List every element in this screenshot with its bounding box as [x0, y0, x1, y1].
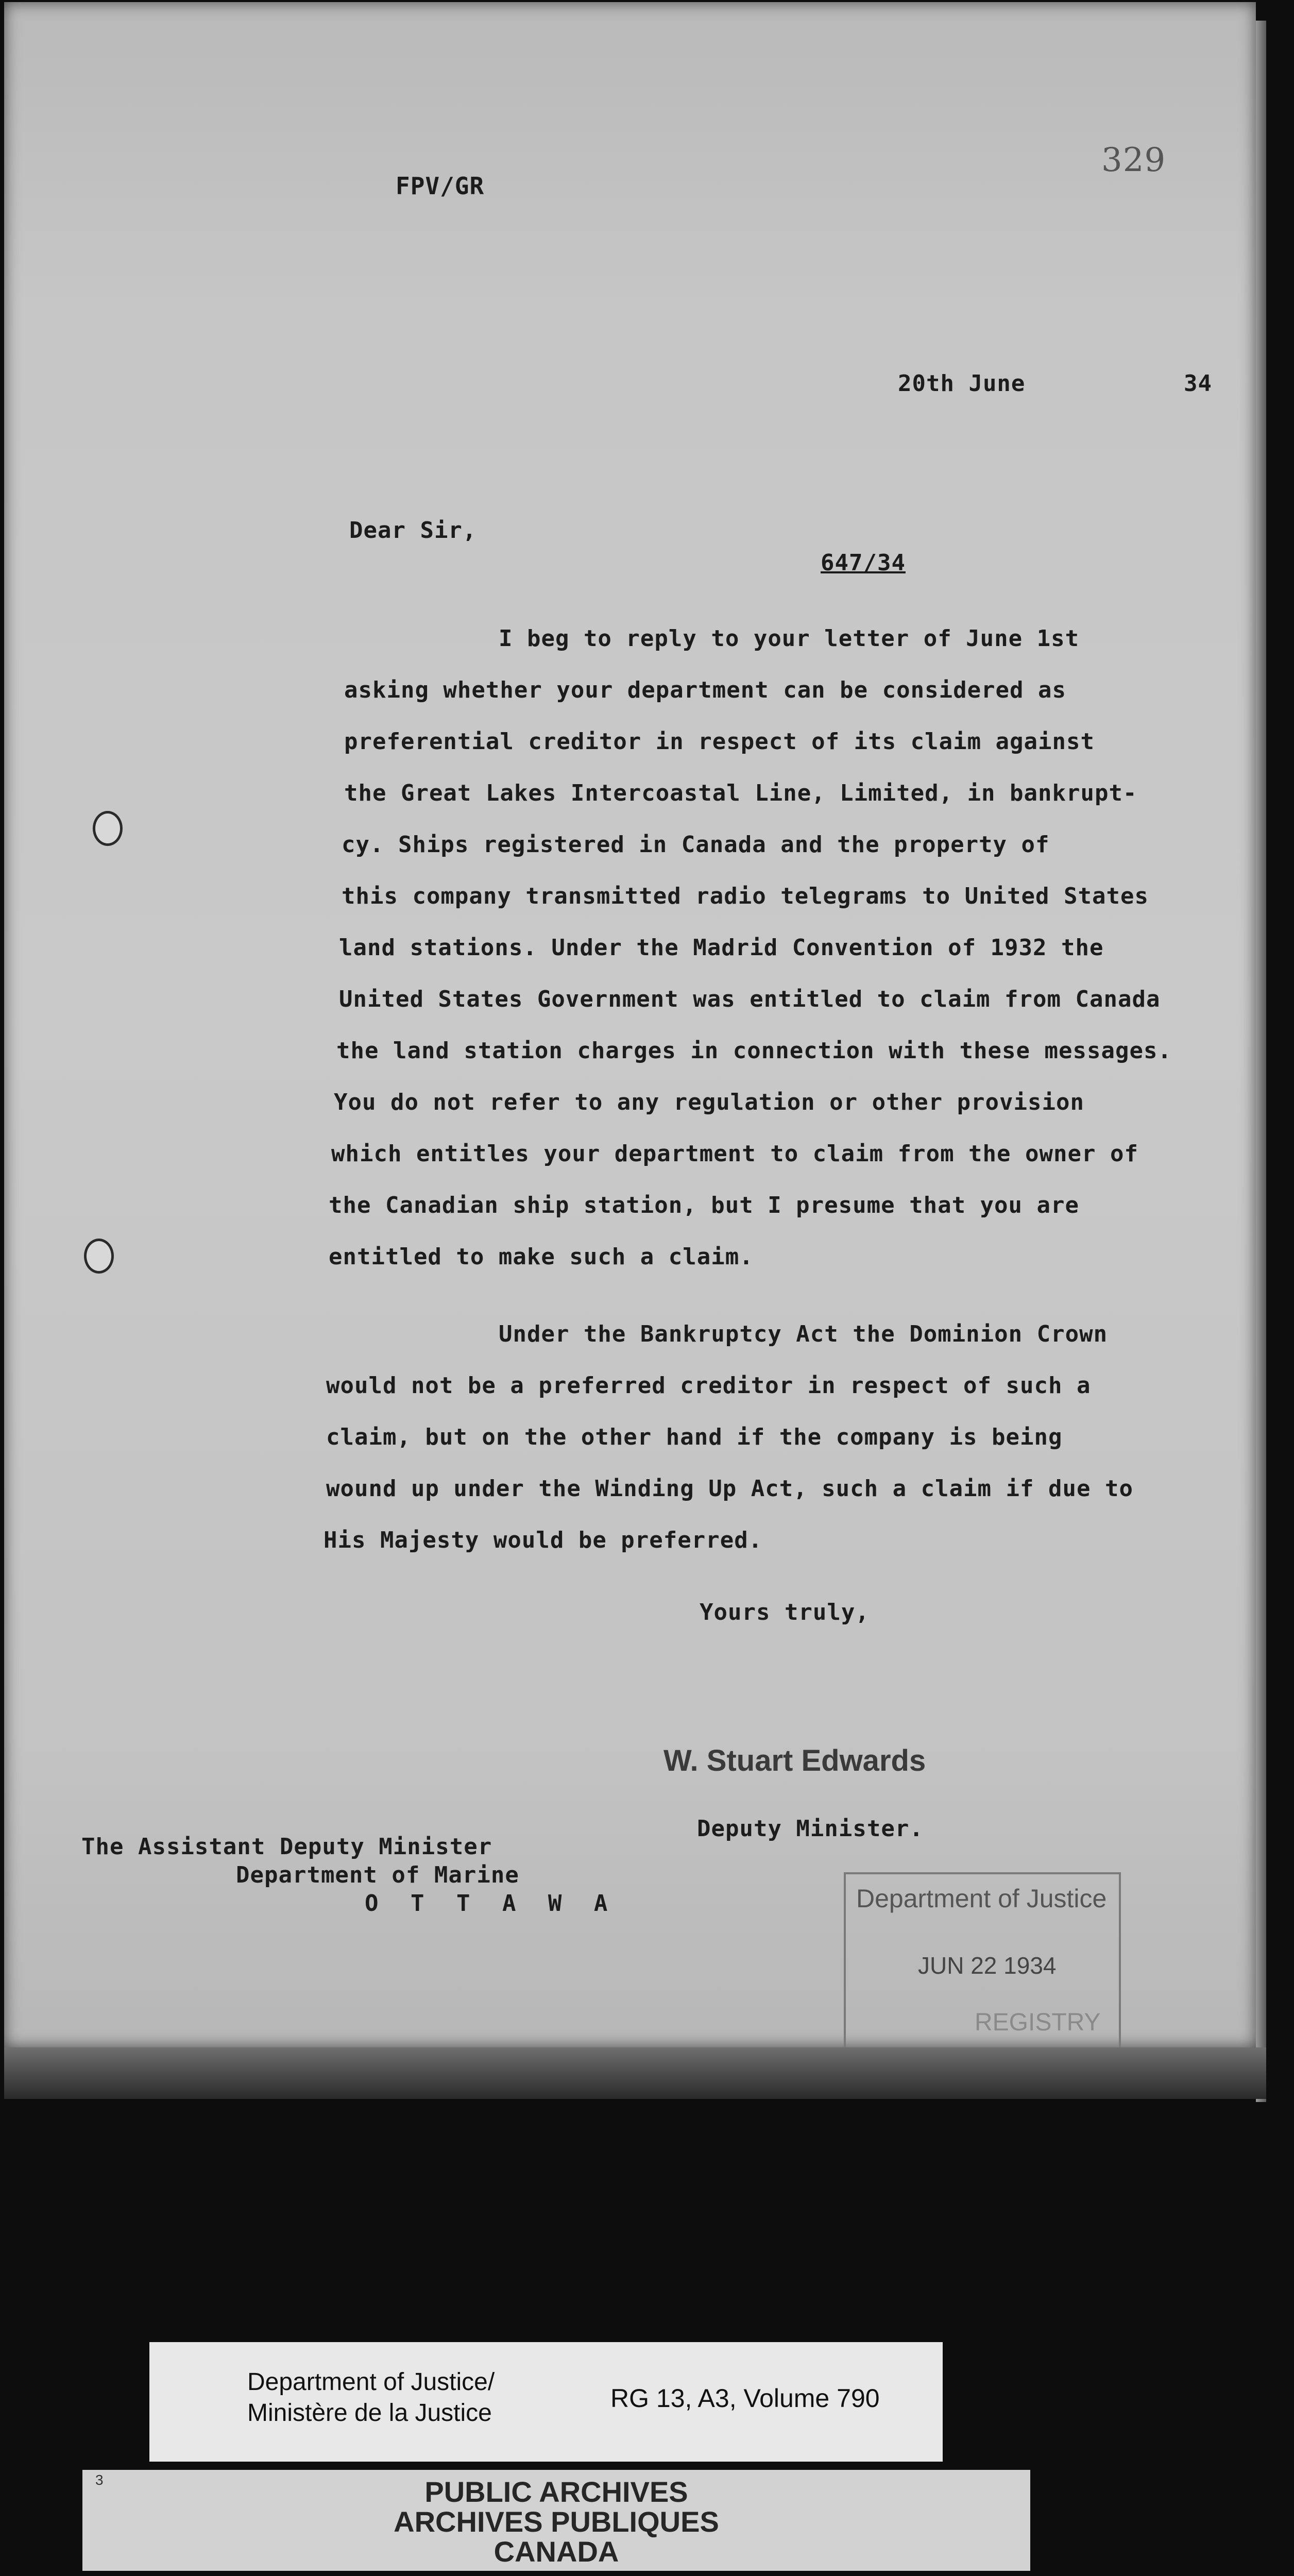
addressee-line: Department of Marine — [236, 1862, 519, 1888]
archive-record-group: RG 13, A3, Volume 790 — [610, 2384, 880, 2413]
punch-hole — [93, 811, 123, 846]
body-line: I beg to reply to your letter of June 1st — [499, 625, 1080, 652]
punch-hole — [84, 1239, 114, 1274]
archive-department-fr: Ministère de la Justice — [247, 2399, 492, 2427]
archive-department-en: Department of Justice/ — [247, 2368, 495, 2396]
addressee-line: O T T A W A — [365, 1890, 617, 1917]
body-line: entitled to make such a claim. — [329, 1244, 754, 1270]
body-line: this company transmitted radio telegrams to United States — [342, 883, 1149, 909]
body-line: claim, but on the other hand if the company is being — [326, 1424, 1063, 1450]
signature-title: Deputy Minister. — [697, 1816, 924, 1842]
body-line: wound up under the Winding Up Act, such a claim if due to — [326, 1476, 1133, 1502]
stamp-registry: REGISTRY — [975, 2009, 1101, 2036]
stamp-date: JUN 22 1934 — [918, 1952, 1057, 1979]
body-line: United States Government was entitled to claim from Canada — [339, 986, 1161, 1012]
body-line: the Great Lakes Intercoastal Line, Limited, in bankrupt- — [344, 780, 1137, 806]
public-archives-line: ARCHIVES PUBLIQUES — [394, 2505, 719, 2538]
letter-date: 20th June — [898, 370, 1026, 397]
label-corner-mark: 3 — [95, 2472, 104, 2488]
public-archives-line: PUBLIC ARCHIVES — [424, 2476, 688, 2508]
public-archives-label — [82, 2470, 1030, 2571]
archive-reference-label — [149, 2342, 943, 2462]
salutation: Dear Sir, — [349, 517, 477, 544]
body-line: the Canadian ship station, but I presume that you are — [329, 1192, 1079, 1218]
body-line: You do not refer to any regulation or other provision — [334, 1089, 1084, 1115]
body-line: His Majesty would be preferred. — [324, 1527, 763, 1553]
addressee-line: The Assistant Deputy Minister — [81, 1834, 492, 1860]
letter-page — [4, 2, 1256, 2047]
letter-date-year: 34 — [1184, 370, 1212, 397]
file-number: 647/34 — [821, 550, 906, 576]
closing: Yours truly, — [700, 1599, 870, 1625]
page-shadow — [4, 2047, 1266, 2099]
public-archives-line: CANADA — [493, 2535, 619, 2568]
body-line: asking whether your department can be considered as — [344, 677, 1067, 703]
page-edge — [1256, 21, 1266, 2102]
stamp-department: Department of Justice — [856, 1884, 1107, 1913]
body-line: which entitles your department to claim from the owner of — [331, 1141, 1138, 1167]
received-stamp — [844, 1872, 1121, 2052]
body-line: cy. Ships registered in Canada and the property of — [342, 832, 1050, 858]
body-line: the land station charges in connection with these messages. — [336, 1038, 1172, 1064]
folio-number: 329 — [1101, 141, 1166, 179]
body-line: Under the Bankruptcy Act the Dominion Crown — [499, 1321, 1108, 1347]
reference-code: FPV/GR — [396, 172, 485, 200]
signature: W. Stuart Edwards — [663, 1744, 926, 1777]
body-line: preferential creditor in respect of its claim against — [344, 728, 1095, 755]
body-line: land stations. Under the Madrid Convention of 1932 the — [339, 935, 1104, 961]
body-line: would not be a preferred creditor in respect of such a — [326, 1372, 1091, 1399]
